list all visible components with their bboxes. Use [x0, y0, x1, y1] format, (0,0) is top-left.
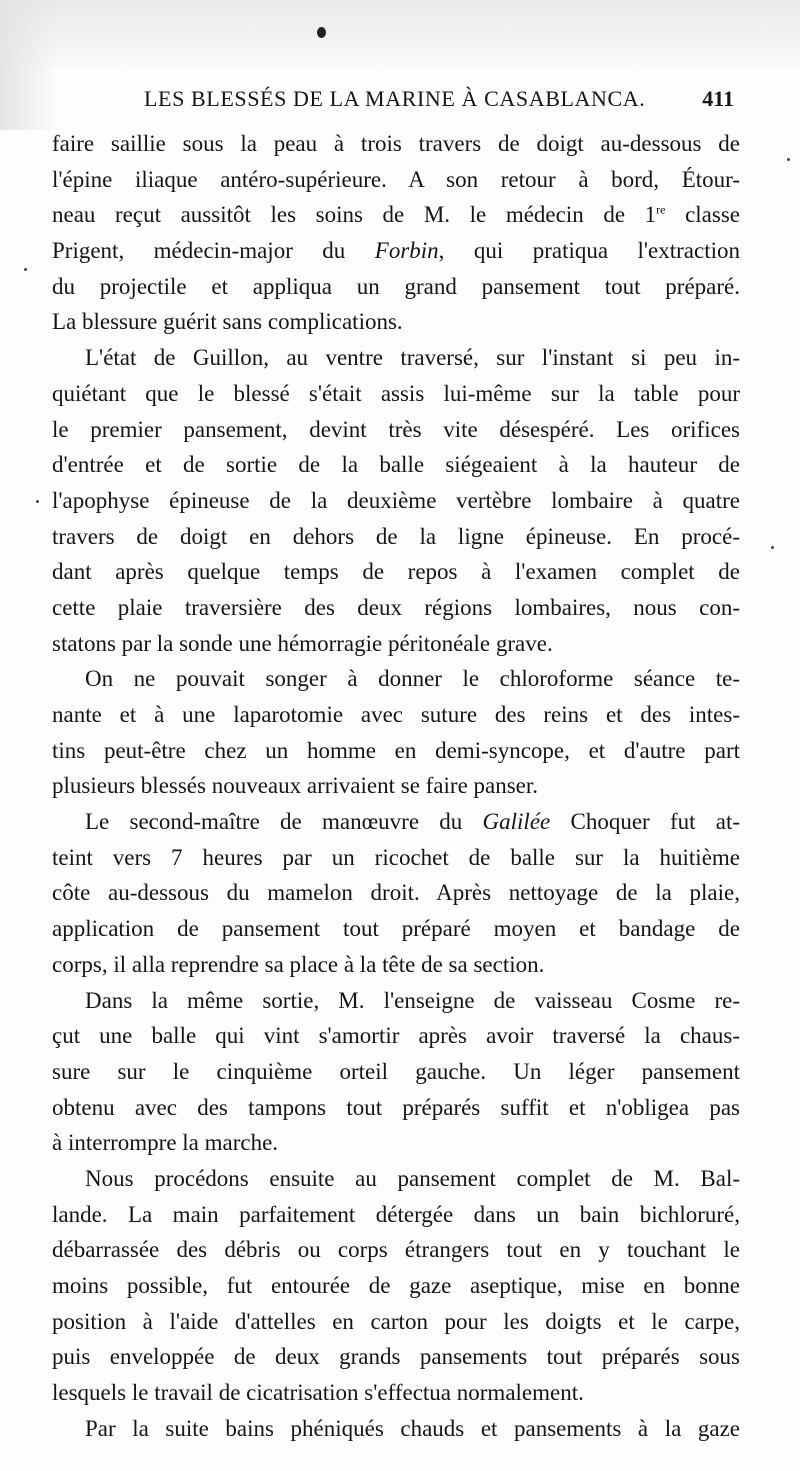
text-line: puis enveloppée de deux grands pansements tout préparés sous — [52, 1344, 740, 1370]
text-line: lesquels le travail de cicatrisation s'effectua normalement. — [52, 1380, 584, 1406]
scan-edge — [0, 0, 60, 130]
text-line: L'état de Guillon, au ventre traversé, sur l'instant si peu in- — [85, 345, 740, 371]
text-fragment: neau reçut aussitôt les soins de M. le médecin de 1 — [52, 202, 657, 228]
text-fragment: classe — [665, 202, 740, 228]
text-line: côte au-dessous du mamelon droit. Après nettoyage de la plaie, — [52, 880, 740, 906]
text-line: le premier pansement, devint très vite désespéré. Les orifices — [52, 416, 740, 442]
superscript: re — [656, 202, 666, 217]
margin-speck — [787, 158, 790, 161]
text-line: corps, il alla reprendre sa place à la tête de sa section. — [52, 951, 545, 977]
text-line: tins peut-être chez un homme en demi-syncope, et d'autre part — [52, 737, 740, 763]
scan-shadow — [0, 0, 800, 70]
text-line: à interrompre la marche. — [52, 1130, 279, 1156]
text-line: quiétant que le blessé s'était assis lui-même sur la table pour — [52, 380, 740, 406]
body-text — [52, 126, 740, 1446]
margin-speck — [771, 546, 774, 549]
text-line: teint vers 7 heures par un ricochet de balle sur la huitième — [52, 844, 740, 870]
text-line: l'apophyse épineuse de la deuxième vertèbre lombaire à quatre — [52, 487, 740, 513]
text-line: lande. La main parfaitement détergée dans un bain bichloruré, — [52, 1201, 740, 1227]
text-fragment: , qui pratiqua l'extraction — [438, 238, 740, 264]
text-fragment: Choquer fut at- — [550, 809, 740, 835]
text-line: nante et à une laparotomie avec suture des reins et des intes- — [52, 702, 740, 727]
text-line: l'épine iliaque antéro-supérieure. A son retour à bord, Étour- — [52, 166, 740, 192]
text-line: travers de doigt en dehors de la ligne épineuse. En procé- — [52, 523, 740, 549]
text-line: çut une balle qui vint s'amortir après avoir traversé la chaus- — [52, 1023, 740, 1049]
text-line: sure sur le cinquième orteil gauche. Un léger pansement — [52, 1058, 740, 1084]
text-line: débarrassée des débris ou corps étrangers tout en y touchant le — [52, 1237, 740, 1263]
text-line: position à l'aide d'attelles en carton pour les doigts et le carpe, — [52, 1308, 740, 1334]
text-line: plusieurs blessés nouveaux arrivaient se faire panser. — [52, 773, 539, 799]
text-line: dant après quelque temps de repos à l'examen complet de — [52, 559, 740, 585]
text-line: statons par la sonde une hémorragie péritonéale grave. — [52, 630, 553, 656]
text-line: La blessure guérit sans complications. — [52, 309, 403, 335]
margin-speck — [24, 268, 27, 271]
running-header — [52, 86, 740, 116]
ink-spot — [317, 27, 326, 38]
text-fragment: Prigent, médecin-major du — [52, 238, 375, 264]
margin-speck — [36, 500, 39, 503]
text-line: Par la suite bains phéniqués chauds et pansements à la gaze — [85, 1415, 740, 1441]
running-title: LES BLESSÉS DE LA MARINE À CASABLANCA. — [144, 86, 646, 111]
page-number: 411 — [702, 86, 734, 111]
text-line: d'entrée et de sortie de la balle siégeaient à la hauteur de — [52, 452, 740, 478]
text-line — [52, 804, 740, 840]
text-line: Dans la même sortie, M. l'enseigne de vaisseau Cosme re- — [85, 987, 740, 1013]
text-line — [52, 197, 740, 233]
text-line: faire saillie sous la peau à trois travers de doigt au-dessous de — [52, 131, 740, 156]
text-line: obtenu avec des tampons tout préparés suffit et n'obligea pas — [52, 1094, 740, 1120]
text-line: du projectile et appliqua un grand pansement tout préparé. — [52, 273, 740, 299]
text-fragment: Le second-maître de manœuvre du — [85, 809, 483, 835]
ship-name: Galilée — [482, 809, 551, 835]
text-line: On ne pouvait songer à donner le chloroforme séance te- — [85, 666, 740, 692]
text-line: cette plaie traversière des deux régions lombaires, nous con- — [52, 594, 740, 620]
text-line — [52, 233, 740, 269]
text-line: application de pansement tout préparé moyen et bandage de — [52, 916, 740, 942]
text-line: Nous procédons ensuite au pansement complet de M. Bal- — [85, 1165, 740, 1191]
ship-name: Forbin — [374, 238, 439, 264]
text-line: moins possible, fut entourée de gaze aseptique, mise en bonne — [52, 1273, 740, 1298]
